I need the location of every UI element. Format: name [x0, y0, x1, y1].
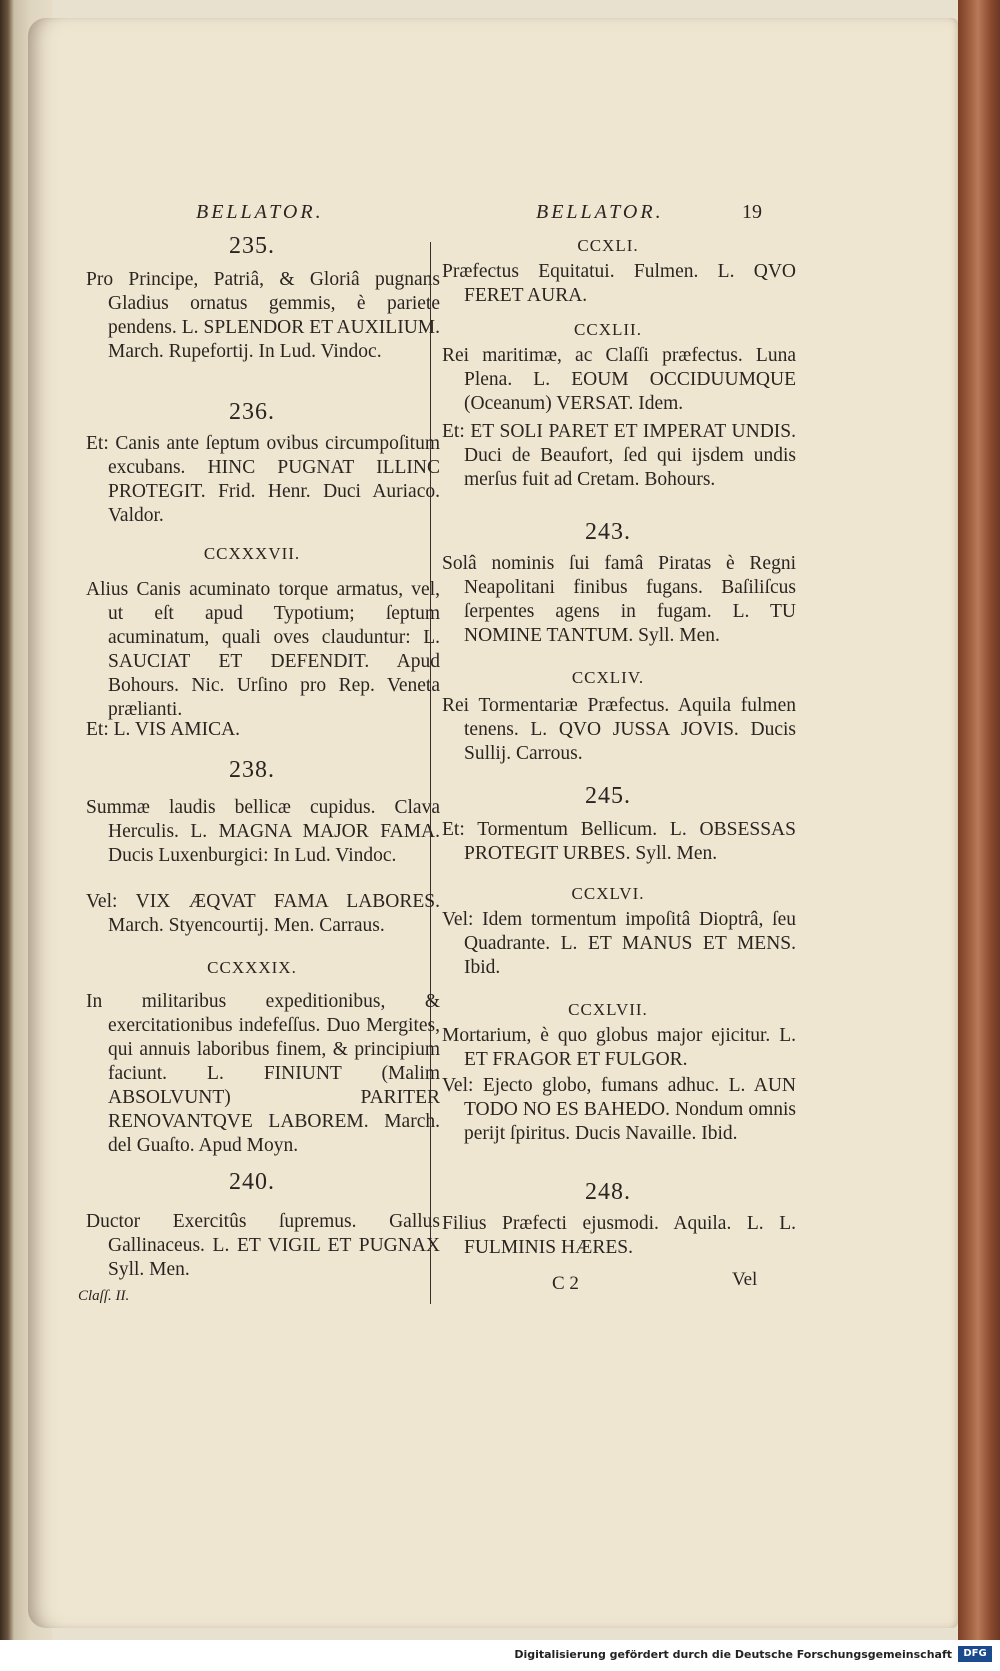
running-title-left: BELLATOR.	[196, 201, 324, 223]
entry-roman-numeral: CCXLII.	[574, 320, 642, 339]
catchword: Vel	[732, 1269, 758, 1290]
entry-text: Summæ laudis bellicæ cupidus. Clava Herculis. L. MAGNA MAJOR FAMA. Ducis Luxenburgici: In Lud. Vindoc.	[86, 797, 440, 866]
entry-number: 248.	[585, 1179, 631, 1205]
entry-roman-numeral: CCXLI.	[577, 236, 639, 255]
entry-text: Solâ nominis ſui famâ Piratas è Regni Neapolitani finibus fugans. Baſiliſcus ſerpentes agens in fugam. L. TU NOMINE TANTUM. Syll. Men.	[442, 553, 796, 646]
entry-text: Et: Canis ante ſeptum ovibus circumpoſitum excubans. HINC PUGNAT ILLINC PROTEGIT. Frid. Henr. Duci Auriaco. Valdor.	[86, 433, 440, 526]
entry-text: Pro Principe, Patriâ, & Gloriâ pugnans Gladius ornatus gemmis, è pariete pendens. L. SPLENDOR ET AUXILIUM. March. Rupefortij. In Lud. Vindoc.	[86, 269, 440, 362]
signature-mark: C 2	[552, 1273, 579, 1294]
entry-text: In militaribus expeditionibus, & exercitationibus indefeſſus. Duo Mergites, qui annuis laboribus finem, & principium faciunt. L. FINIUNT (Malim ABSOLVUNT) PARITER RENOVANTQVE LABOREM. March. del Guaſto. Apud Moyn.	[86, 991, 440, 1156]
entry-roman-numeral: CCXXXVII.	[203, 544, 301, 563]
book-binding-edge	[958, 0, 1000, 1640]
entry-roman-numeral: CCXLIV.	[571, 668, 645, 687]
entry-text: Rei maritimæ, ac Claſſi præfectus. Luna Plena. L. EOUM OCCIDUUMQUE (Oceanum) VERSAT. Idem.	[442, 345, 796, 414]
entry-text: Mortarium, è quo globus major ejicitur. L. ET FRAGOR ET FULGOR.	[442, 1025, 796, 1070]
entry-roman-numeral: CCXLVII.	[568, 1000, 648, 1019]
entry-text: Et: Tormentum Bellicum. L. OBSESSAS PROTEGIT URBES. Syll. Men.	[442, 819, 796, 864]
entry-number: 240.	[229, 1169, 275, 1195]
entry-text: Alius Canis acuminato torque armatus, vel, ut eſt apud Typotium; ſeptum acuminatum, quali oves clauduntur: L. SAUCIAT ET DEFENDIT. Apud Bohours. Nic. Urſino pro Rep. Veneta prælianti.	[86, 579, 440, 720]
entry-number: 243.	[585, 519, 631, 545]
entry-number: 245.	[585, 783, 631, 809]
entry-text: Vel: Idem tormentum impoſitâ Dioptrâ, ſeu Quadrante. L. ET MANUS ET MENS. Ibid.	[442, 909, 796, 978]
entry-roman-numeral: CCXLVI.	[571, 884, 645, 903]
entry-text: Ductor Exercitûs ſupremus. Gallus Gallinaceus. L. ET VIGIL ET PUGNAX Syll. Men.	[86, 1211, 440, 1280]
entry-text: Vel: VIX ÆQVAT FAMA LABORES. March. Styencourtij. Men. Carraus.	[86, 891, 440, 936]
entry-text: Vel: Ejecto globo, fumans adhuc. L. AUN TODO NO ES BAHEDO. Nondum omnis perijt ſpiritus. Ducis Navaille. Ibid.	[442, 1075, 796, 1144]
entry-text: Et: ET SOLI PARET ET IMPERAT UNDIS. Duci de Beaufort, ſed qui ijsdem undis merſus fuit ad Cretam. Bohours.	[442, 421, 796, 490]
dfg-logo: DFG	[958, 1646, 992, 1662]
entry-number: 236.	[229, 399, 275, 425]
entry-number: 235.	[229, 233, 275, 259]
entry-text: Et: L. VIS AMICA.	[86, 719, 241, 740]
entry-text: Rei Tormentariæ Præfectus. Aquila fulmen tenens. L. QVO JUSSA JOVIS. Ducis Sullij. Carrous.	[442, 695, 796, 764]
credit-text: Digitalisierung gefördert durch die Deutsche Forschungsgemeinschaft	[514, 1648, 952, 1661]
entry-text: Præfectus Equitatui. Fulmen. L. QVO FERET AURA.	[442, 261, 796, 306]
entry-number: 238.	[229, 757, 275, 783]
signature-mark: Claſſ. II.	[78, 1288, 130, 1304]
entry-text: Filius Præfecti ejusmodi. Aquila. L. L. FULMINIS HÆRES.	[442, 1213, 796, 1258]
credit-bar	[0, 1640, 1000, 1671]
entry-roman-numeral: CCXXXIX.	[207, 958, 297, 977]
page-number: 19	[742, 201, 762, 223]
running-title-right: BELLATOR.	[536, 201, 664, 223]
